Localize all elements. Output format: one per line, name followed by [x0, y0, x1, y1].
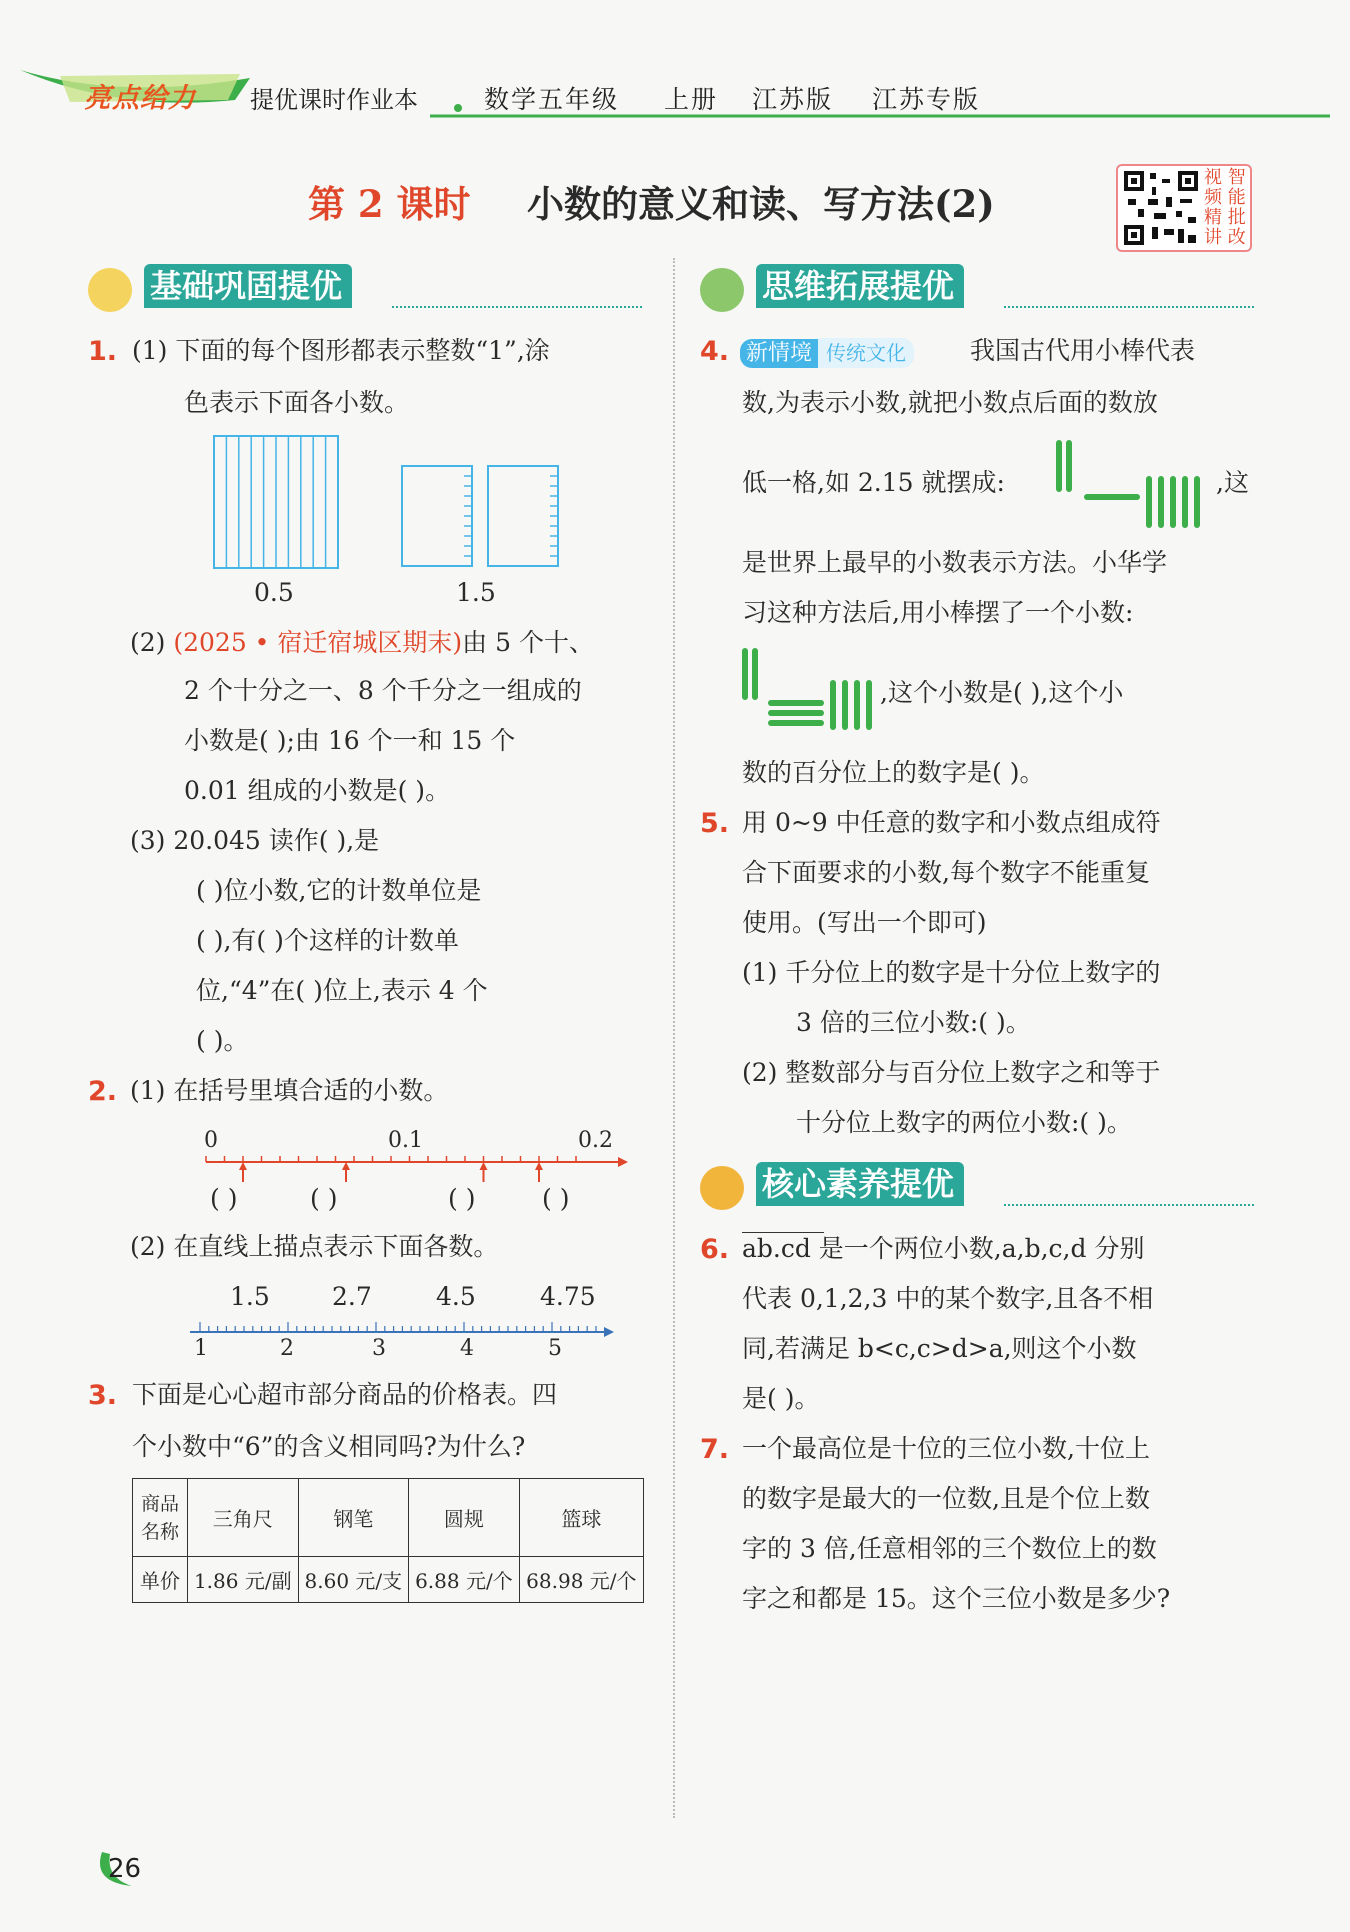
numberline-label: 5 — [548, 1336, 562, 1361]
table-row — [133, 1479, 644, 1557]
q5-text: (1) 千分位上的数字是十分位上数字的 — [742, 958, 1161, 987]
q4-tags — [740, 336, 914, 367]
header-volume: 上册 — [664, 85, 719, 114]
q5-text: 3 倍的三位小数:( )。 — [796, 1008, 1031, 1037]
figure-label: 1.5 — [456, 578, 496, 607]
table-row — [133, 1557, 644, 1603]
question-number: 5. — [700, 808, 730, 839]
q5-text: 使用。(写出一个即可) — [742, 908, 987, 937]
header-grade: 数学五年级 — [484, 85, 620, 114]
qr-code-icon — [1122, 169, 1200, 247]
q1-source: (2025 • 宿迁宿城区期末) — [173, 628, 463, 657]
numberline-label: 1 — [194, 1336, 208, 1361]
tag-new-context: 新情境 — [740, 339, 818, 368]
q5-text: 十分位上数字的两位小数:( )。 — [796, 1108, 1132, 1137]
brand-logo: 亮点给力 — [84, 83, 196, 114]
tag-culture: 传统文化 — [818, 338, 914, 368]
q7-text: 字之和都是 15。这个三位小数是多少? — [742, 1584, 1171, 1613]
qr-label-4: 讲 改 — [1204, 227, 1246, 248]
value-label: 4.75 — [540, 1282, 596, 1311]
table-cell: 单价 — [133, 1557, 188, 1603]
qr-label-3: 精 批 — [1204, 207, 1246, 228]
qr-label-1: 视 智 — [1204, 167, 1246, 188]
q4-text: 数的百分位上的数字是( )。 — [742, 758, 1045, 787]
q1-figures — [200, 430, 570, 570]
section-core-line — [1004, 1204, 1254, 1206]
question-number: 1. — [88, 336, 118, 367]
lesson-number: 第 2 课时 — [308, 182, 471, 226]
numberline-label: 0.1 — [388, 1128, 423, 1153]
value-label: 2.7 — [332, 1282, 372, 1311]
table-cell: 6.88 元/个 — [409, 1557, 520, 1603]
value-label: 1.5 — [230, 1282, 270, 1311]
numberline-label: 4 — [460, 1336, 474, 1361]
q4-text: 习这种方法后,用小棒摆了一个小数: — [742, 598, 1134, 627]
q2-text: (2) 在直线上描点表示下面各数。 — [130, 1232, 499, 1261]
q4-text: 低一格,如 2.15 就摆成: — [742, 468, 1005, 497]
q7-text: 的数字是最大的一位数,且是个位上数 — [742, 1484, 1150, 1513]
table-cell: 钢笔 — [298, 1479, 409, 1557]
question-number: 6. — [700, 1234, 730, 1265]
q5-text: 用 0~9 中任意的数字和小数点组成符 — [742, 808, 1161, 837]
question-number: 7. — [700, 1434, 730, 1465]
q1-text: (2) (2025 • 宿迁宿城区期末)由 5 个十、 — [130, 628, 594, 657]
answer-blank[interactable]: ( ) — [448, 1184, 476, 1213]
q4-text: ,这 — [1216, 468, 1249, 497]
table-cell: 8.60 元/支 — [298, 1557, 409, 1603]
section-thinking-header: 思维拓展提优 — [756, 264, 964, 308]
section-thinking-line — [1004, 306, 1254, 308]
q6-text: 同,若满足 b<c,c>d>a,则这个小数 — [742, 1334, 1137, 1363]
question-number: 4. — [700, 336, 730, 367]
q4-text: ,这个小数是( ),这个小 — [880, 678, 1124, 707]
counting-rods-question — [740, 644, 890, 734]
figure-label: 0.5 — [254, 578, 294, 607]
column-divider — [673, 258, 675, 1818]
q3-text: 个小数中“6”的含义相同吗?为什么? — [132, 1432, 526, 1461]
header-province: 江苏专版 — [872, 85, 981, 114]
section-core-header: 核心素养提优 — [756, 1162, 964, 1206]
qr-code[interactable] — [1116, 164, 1252, 252]
page-title: 小数的意义和读、写方法(2) — [527, 182, 995, 226]
numberline-label: 0.2 — [578, 1128, 613, 1153]
q3-text: 下面是心心超市部分商品的价格表。四 — [132, 1380, 558, 1409]
q1-text: (1) 下面的每个图形都表示整数“1”,涂 — [132, 336, 550, 365]
answer-blank[interactable]: ( ) — [310, 1184, 338, 1213]
question-number: 3. — [88, 1380, 118, 1411]
table-cell: 三角尺 — [188, 1479, 299, 1557]
price-table — [132, 1478, 644, 1603]
q1-text: 小数是( );由 16 个一和 15 个 — [184, 726, 516, 755]
section-thinking-icon — [700, 268, 744, 312]
q6-text: ab.cd 是一个两位小数,a,b,c,d 分别 — [742, 1234, 1145, 1263]
header-subtitle: 提优课时作业本 — [250, 86, 418, 114]
q7-text: 字的 3 倍,任意相邻的三个数位上的数 — [742, 1534, 1157, 1563]
counting-rods-example — [1054, 438, 1214, 528]
overline-mark — [742, 1232, 824, 1233]
q4-text: 数,为表示小数,就把小数点后面的数放 — [742, 388, 1158, 417]
table-cell: 商品名称 — [133, 1479, 188, 1557]
q5-text: 合下面要求的小数,每个数字不能重复 — [742, 858, 1150, 887]
table-cell: 圆规 — [409, 1479, 520, 1557]
section-basic-header: 基础巩固提优 — [144, 264, 352, 308]
q6-text: 是( )。 — [742, 1384, 820, 1413]
header-edition: 江苏版 — [752, 85, 834, 114]
q1-text: ( )。 — [196, 1026, 249, 1055]
numberline-label: 0 — [204, 1128, 218, 1153]
qr-label-2: 频 能 — [1204, 187, 1246, 208]
q2-text: (1) 在括号里填合适的小数。 — [130, 1076, 449, 1105]
q1-text: (3) 20.045 读作( ),是 — [130, 826, 380, 855]
q1-text: ( ),有( )个这样的计数单 — [196, 926, 459, 955]
q5-text: (2) 整数部分与百分位上数字之和等于 — [742, 1058, 1161, 1087]
section-basic-icon — [88, 268, 132, 312]
question-number: 2. — [88, 1076, 118, 1107]
q4-text: 我国古代用小棒代表 — [970, 336, 1196, 365]
table-cell: 篮球 — [519, 1479, 643, 1557]
table-cell: 1.86 元/副 — [188, 1557, 299, 1603]
page-number: 26 — [108, 1854, 142, 1884]
q7-text: 一个最高位是十位的三位小数,十位上 — [742, 1434, 1150, 1463]
q1-text: 色表示下面各小数。 — [184, 388, 410, 417]
q1-text: 2 个十分之一、8 个千分之一组成的 — [184, 676, 582, 705]
table-cell: 68.98 元/个 — [519, 1557, 643, 1603]
q4-text: 是世界上最早的小数表示方法。小华学 — [742, 548, 1168, 577]
q1-text: 0.01 组成的小数是( )。 — [184, 776, 451, 805]
numberline-label: 3 — [372, 1336, 386, 1361]
q1-text: 位,“4”在( )位上,表示 4 个 — [196, 976, 488, 1005]
answer-blank[interactable]: ( ) — [542, 1184, 570, 1213]
q6-text: 代表 0,1,2,3 中的某个数字,且各不相 — [742, 1284, 1154, 1313]
q1-text: ( )位小数,它的计数单位是 — [196, 876, 482, 905]
section-basic-line — [392, 306, 642, 308]
numberline-label: 2 — [280, 1336, 294, 1361]
section-core-icon — [700, 1166, 744, 1210]
value-label: 4.5 — [436, 1282, 476, 1311]
answer-blank[interactable]: ( ) — [210, 1184, 238, 1213]
